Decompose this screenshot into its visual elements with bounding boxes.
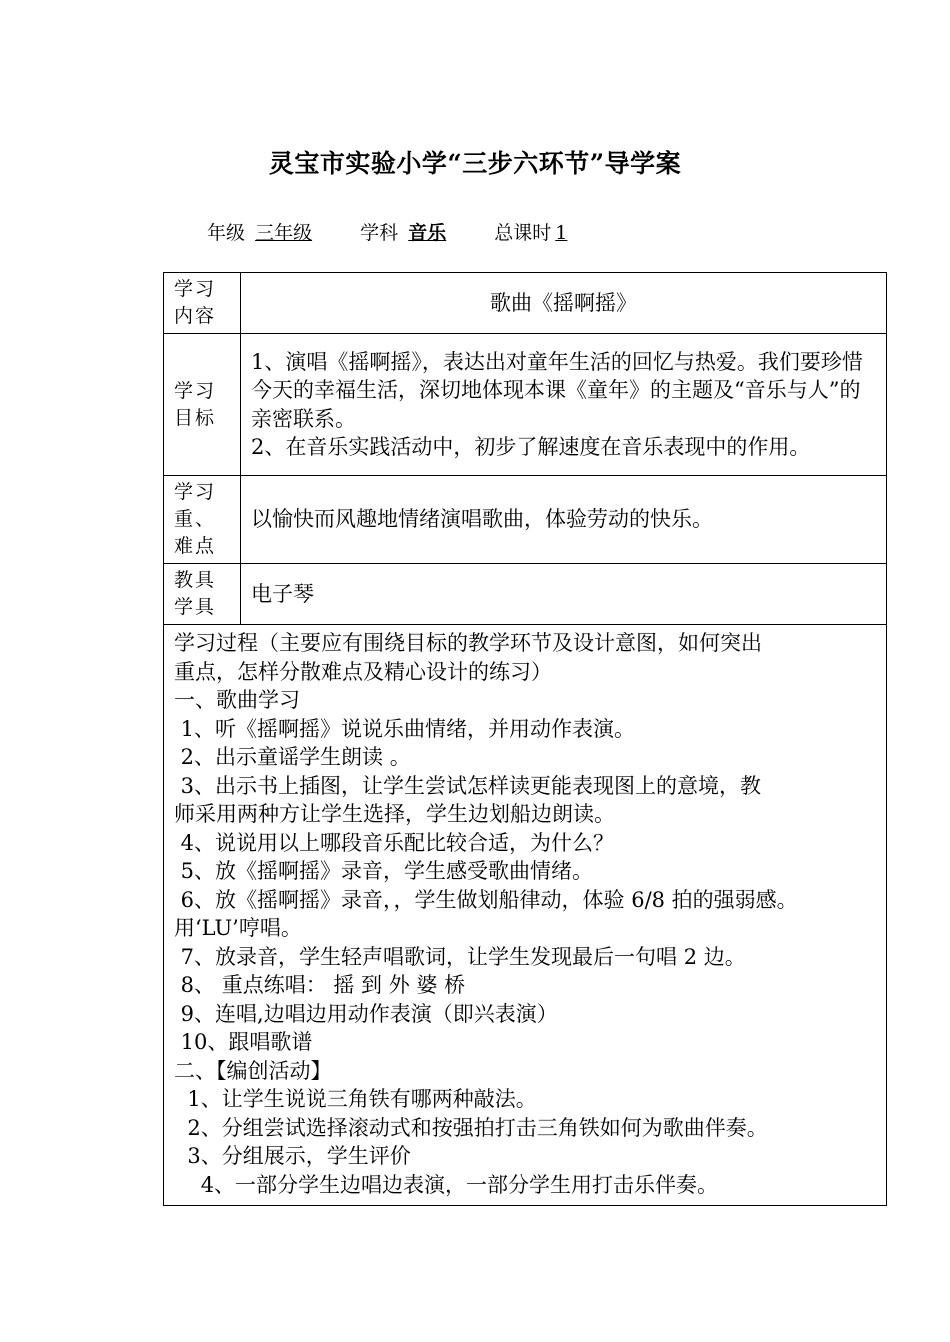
label-line: 目标 — [174, 406, 217, 429]
subject-value: 音乐 — [408, 222, 447, 244]
goals-label — [164, 334, 241, 476]
process-line: 1、让学生说说三角铁有哪两种敲法。 — [174, 1087, 537, 1111]
process-line: 学习过程（主要应有围绕目标的教学环节及设计意图，如何突出 — [174, 631, 762, 655]
subject-label: 学科 — [360, 222, 399, 244]
process-line: 9、连唱,边唱边用动作表演（即兴表演） — [174, 1001, 558, 1026]
process-line: 用‘LU’哼唱。 — [174, 916, 302, 940]
process-line: 2、出示童谣学生朗读 。 — [174, 745, 411, 769]
content-value: 歌曲《摇啊摇》 — [241, 273, 887, 334]
goal-item: 1、演唱《摇啊摇》，表达出对童年生活的回忆与热爱。我们要珍惜今天的幸福生活，深切地体现本课《童年》的主题及“音乐与人”的亲密联系。 — [251, 349, 863, 431]
label-line: 内容 — [174, 305, 217, 327]
process-line: 3、出示书上插图，让学生尝试怎样读更能表现图上的意境，教 — [174, 773, 762, 798]
grade-label: 年级 — [207, 222, 246, 244]
tools-value: 电子琴 — [241, 564, 887, 625]
grade-value: 三年级 — [255, 222, 313, 244]
key-points-value: 以愉快而风趣地情绪演唱歌曲，体验劳动的快乐。 — [241, 476, 887, 564]
process-line: 师采用两种方让学生选择，学生边划船边朗读。 — [174, 802, 615, 826]
goals-value — [241, 334, 887, 476]
process-line: 一、歌曲学习 — [174, 688, 300, 712]
subject-field — [360, 222, 456, 244]
label-line: 学习 — [174, 278, 217, 300]
label-line: 难点 — [174, 535, 217, 557]
process-line: 8、 重点练唱： 摇 到 外 婆 桥 — [174, 973, 466, 997]
process-line: 重点，怎样分散难点及精心设计的练习） — [174, 659, 552, 684]
tools-label — [164, 564, 241, 625]
table-row-goals — [164, 334, 887, 476]
process-line: 1、听《摇啊摇》说说乐曲情绪，并用动作表演。 — [174, 716, 636, 741]
table-row-tools — [164, 564, 887, 625]
process-line: 5、放《摇啊摇》录音，学生感受歌曲情绪。 — [174, 859, 594, 883]
content-label — [164, 273, 241, 334]
table-row-process — [164, 625, 887, 1206]
key-points-label — [164, 476, 241, 564]
process-line: 6、放《摇啊摇》录音，，学生做划船律动，体验 6/8 拍的强弱感。 — [174, 887, 798, 912]
document-title: 灵宝市实验小学“三步六环节”导学案 — [268, 149, 682, 178]
process-line: 3、分组展示，学生评价 — [174, 1144, 411, 1168]
label-line: 重、 — [174, 508, 217, 530]
process-line: 10、跟唱歌谱 — [174, 1030, 313, 1054]
label-line: 学习 — [174, 379, 217, 402]
process-line: 二、【编创活动】 — [174, 1058, 332, 1083]
hours-field — [494, 222, 571, 244]
process-line: 4、一部分学生边唱边表演，一部分学生用打击乐伴奏。 — [174, 1172, 719, 1197]
grade-field — [207, 222, 322, 244]
process-line: 7、放录音，学生轻声唱歌词，让学生发现最后一句唱 2 边。 — [174, 944, 746, 969]
label-line: 学具 — [174, 596, 217, 618]
process-line: 4、说说用以上哪段音乐配比较合适，为什么？ — [174, 830, 615, 855]
table-row-key-points — [164, 476, 887, 564]
label-line: 学习 — [174, 481, 217, 503]
hours-label: 总课时 — [494, 222, 552, 244]
label-line: 教具 — [174, 569, 217, 591]
table-row-content — [164, 273, 887, 334]
process-line: 2、分组尝试选择滚动式和按强拍打击三角铁如何为歌曲伴奏。 — [174, 1115, 768, 1140]
course-meta — [207, 218, 609, 245]
process-cell — [164, 625, 887, 1206]
goal-item: 2、在音乐实践活动中，初步了解速度在音乐表现中的作用。 — [251, 435, 811, 459]
hours-value: 1 — [555, 222, 568, 244]
lesson-plan-table — [163, 272, 887, 1206]
